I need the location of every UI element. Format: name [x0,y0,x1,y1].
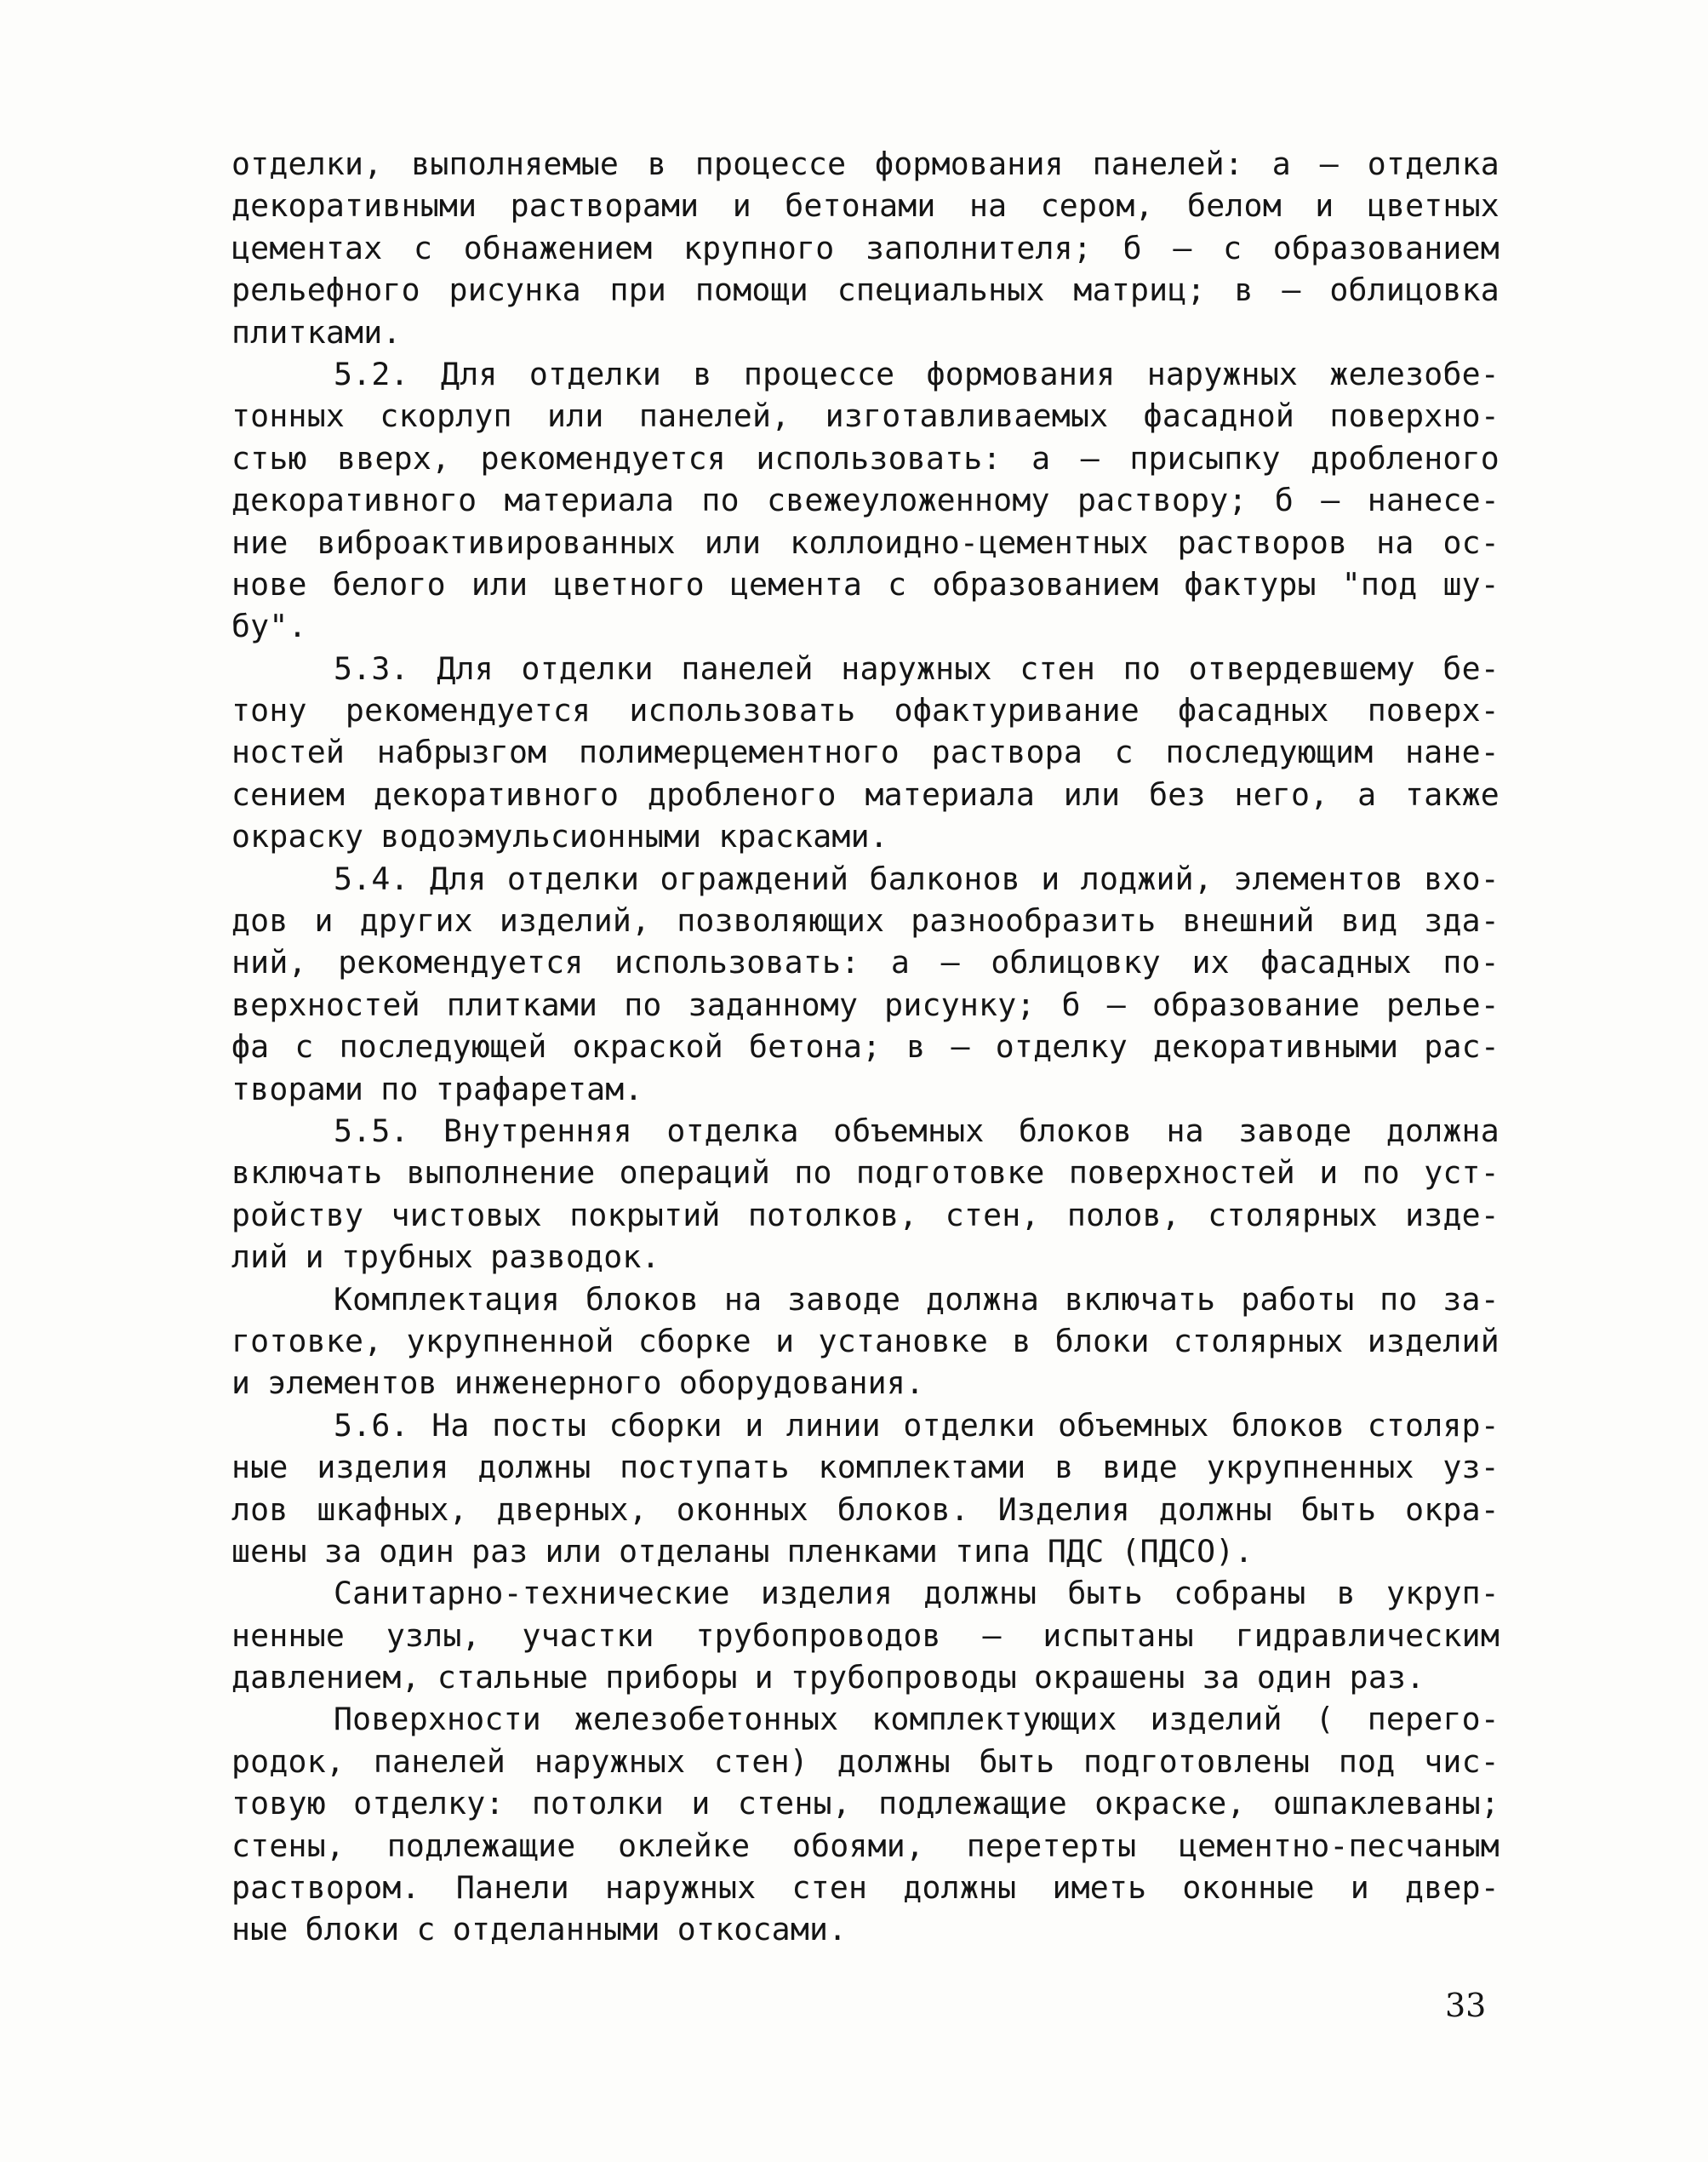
text-line: лий и трубных разводок. [231,1238,660,1276]
text-line: ностей набрызгом полимерцементного раствора с последующим нане- [231,734,1499,771]
text-line: Санитарно-технические изделия должны быть собраны в укруп- [334,1575,1499,1612]
text-line: плитками. [231,313,402,351]
text-line: цементах с обнажением крупного заполнителя; б – с образованием [231,229,1499,266]
text-line: ние виброактивированных или коллоидно-цементных растворов на ос- [231,523,1499,561]
text-line: окраску водоэмульсионными красками. [231,818,888,855]
text-line: фа с последующей окраской бетона; в – отделку декоративными рас- [231,1028,1499,1066]
text-line: верхностей плитками по заданному рисунку; б – образование релье- [231,986,1499,1023]
text-line: ний, рекомендуется использовать: а – облицовку их фасадных по- [231,944,1499,981]
text-line: тонных скорлуп или панелей, изготавливаемых фасадной поверхно- [231,398,1499,435]
text-line: раствором. Панели наружных стен должны иметь оконные и двер- [231,1869,1499,1907]
text-line: Комплектация блоков на заводе должна включать работы по за- [334,1280,1499,1318]
text-line: 5.6. На посты сборки и линии отделки объемных блоков столяр- [334,1406,1499,1444]
text-line: шены за один раз или отделаны пленками типа ПДС (ПДСО). [231,1532,1254,1570]
text-line: дов и других изделий, позволяющих разнообразить внешний вид зда- [231,902,1499,940]
text-line: 5.2. Для отделки в процессе формования наружных железобе- [334,355,1499,392]
text-line: нове белого или цветного цемента с образованием фактуры "под шу- [231,565,1499,603]
text-line: товую отделку: потолки и стены, подлежащие окраске, ошпаклеваны; [231,1785,1499,1822]
text-line: давлением, стальные приборы и трубопроводы окрашены за один раз. [231,1659,1425,1696]
text-line: отделки, выполняемые в процессе формования панелей: а – отделка [231,146,1499,182]
text-line: стены, подлежащие оклейке обоями, перетерты цементно-песчаным [231,1827,1499,1864]
text-line: сением декоративного дробленого материала или без него, а также [231,775,1499,813]
text-line: родок, панелей наружных стен) должны быть подготовлены под чис- [231,1742,1499,1780]
text-line: ненные узлы, участки трубопроводов – испытаны гидравлическим [231,1616,1499,1654]
text-line: тону рекомендуется использовать офактуривание фасадных поверх- [231,692,1499,729]
text-line: ные изделия должны поступать комплектами в виде укрупненных уз- [231,1449,1499,1486]
text-line: ройству чистовых покрытий потолков, стен, полов, столярных изде- [231,1196,1499,1233]
text-line: стью вверх, рекомендуется использовать: а – присыпку дробленого [231,439,1499,477]
text-line: декоративными растворами и бетонами на сером, белом и цветных [231,187,1499,225]
text-line: готовке, укрупненной сборке и установке в блоки столярных изделий [231,1322,1499,1359]
text-line: 5.5. Внутренняя отделка объемных блоков на заводе должна [334,1112,1499,1149]
text-line: лов шкафных, дверных, оконных блоков. Изделия должны быть окра- [231,1490,1499,1528]
page-number: 33 [1445,1987,1487,2024]
text-line: бу". [231,608,307,645]
text-line: 5.4. Для отделки ограждений балконов и лоджий, элементов вхо- [334,860,1499,897]
text-line: ные блоки с отделанными откосами. [231,1911,848,1948]
text-line: творами по трафаретам. [231,1070,643,1107]
text-line: рельефного рисунка при помощи специальных матриц; в – облицовка [231,272,1499,309]
text-line: и элементов инженерного оборудования. [231,1364,925,1402]
text-line: 5.3. Для отделки панелей наружных стен по отвердевшему бе- [334,649,1499,687]
text-line: Поверхности железобетонных комплектующих изделий ( перего- [334,1701,1499,1738]
text-line: включать выполнение операций по подготовке поверхностей и по уст- [231,1154,1499,1192]
text-line: декоративного материала по свежеуложенному раствору; б – нанесе- [231,482,1499,519]
body-text [231,143,1499,1951]
